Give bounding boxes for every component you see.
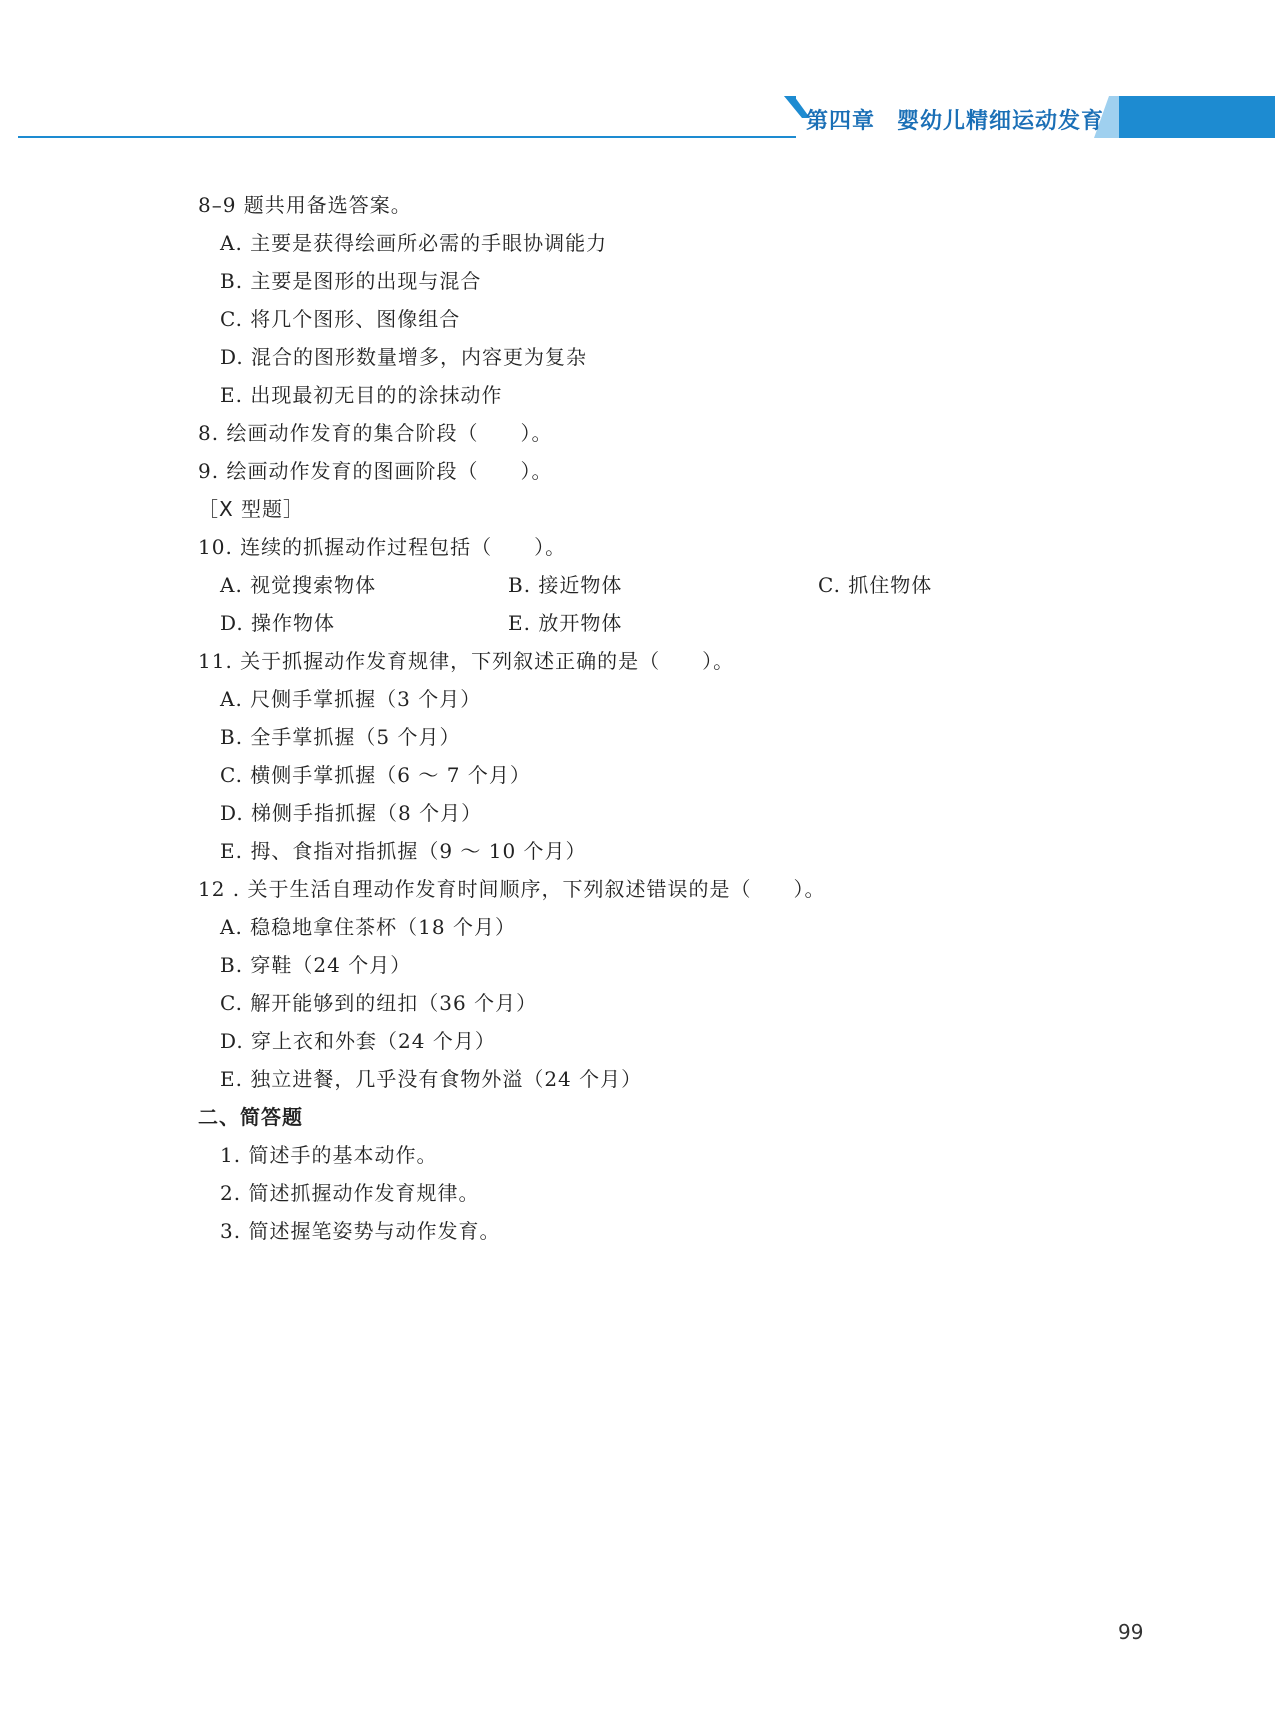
question-12-option-a: A. 稳稳地拿住茶杯（18 个月） <box>220 915 516 939</box>
question-10-options-row-1 <box>198 566 1098 604</box>
question-10-option-c: C. 抓住物体 <box>818 573 933 597</box>
question-10-options-row-2 <box>198 604 1098 642</box>
question-11-option-d: D. 梯侧手指抓握（8 个月） <box>220 801 483 825</box>
question-10-option-b: B. 接近物体 <box>508 573 623 597</box>
question-8: 8. 绘画动作发育的集合阶段（ ）。 <box>198 421 553 445</box>
chapter-title <box>806 104 1104 135</box>
question-10-option-e: E. 放开物体 <box>508 611 623 635</box>
shared-intro: 8–9 题共用备选答案。 <box>198 193 412 217</box>
question-12-option-e: E. 独立进餐，几乎没有食物外溢（24 个月） <box>220 1067 643 1091</box>
shared-option-d: D. 混合的图形数量增多，内容更为复杂 <box>220 345 588 369</box>
question-9: 9. 绘画动作发育的图画阶段（ ）。 <box>198 459 553 483</box>
chapter-banner <box>784 96 1275 138</box>
question-12-stem: 12 . 关于生活自理动作发育时间顺序，下列叙述错误的是（ ）。 <box>198 877 826 901</box>
shared-option-e: E. 出现最初无目的的涂抹动作 <box>220 383 503 407</box>
question-11-option-a: A. 尺侧手掌抓握（3 个月） <box>220 687 482 711</box>
question-10-stem: 10. 连续的抓握动作过程包括（ ）。 <box>198 535 567 559</box>
shared-option-a: A. 主要是获得绘画所必需的手眼协调能力 <box>220 231 608 255</box>
chapter-number: 第四章 <box>806 109 876 134</box>
shared-option-c: C. 将几个图形、图像组合 <box>220 307 461 331</box>
chapter-name: 婴幼儿精细运动发育 <box>897 109 1105 134</box>
question-10-option-a: A. 视觉搜索物体 <box>220 573 377 597</box>
short-answer-item-2: 2. 简述抓握动作发育规律。 <box>220 1181 480 1205</box>
exercise-content <box>198 186 1098 1250</box>
page-number: 99 <box>1118 1620 1144 1644</box>
question-12-option-b: B. 穿鞋（24 个月） <box>220 953 412 977</box>
question-12-option-c: C. 解开能够到的纽扣（36 个月） <box>220 991 538 1015</box>
question-12-option-d: D. 穿上衣和外套（24 个月） <box>220 1029 496 1053</box>
question-11-stem: 11. 关于抓握动作发育规律，下列叙述正确的是（ ）。 <box>198 649 735 673</box>
question-11-option-e: E. 拇、食指对指抓握（9 ～ 10 个月） <box>220 839 587 863</box>
x-type-section-heading: ［X 型题］ <box>198 497 305 521</box>
short-answer-item-3: 3. 简述握笔姿势与动作发育。 <box>220 1219 501 1243</box>
question-10-option-d: D. 操作物体 <box>220 611 336 635</box>
question-11-option-c: C. 横侧手掌抓握（6 ～ 7 个月） <box>220 763 531 787</box>
short-answer-item-1: 1. 简述手的基本动作。 <box>220 1143 438 1167</box>
short-answer-heading: 二、简答题 <box>198 1105 303 1129</box>
shared-option-b: B. 主要是图形的出现与混合 <box>220 269 482 293</box>
question-11-option-b: B. 全手掌抓握（5 个月） <box>220 725 461 749</box>
